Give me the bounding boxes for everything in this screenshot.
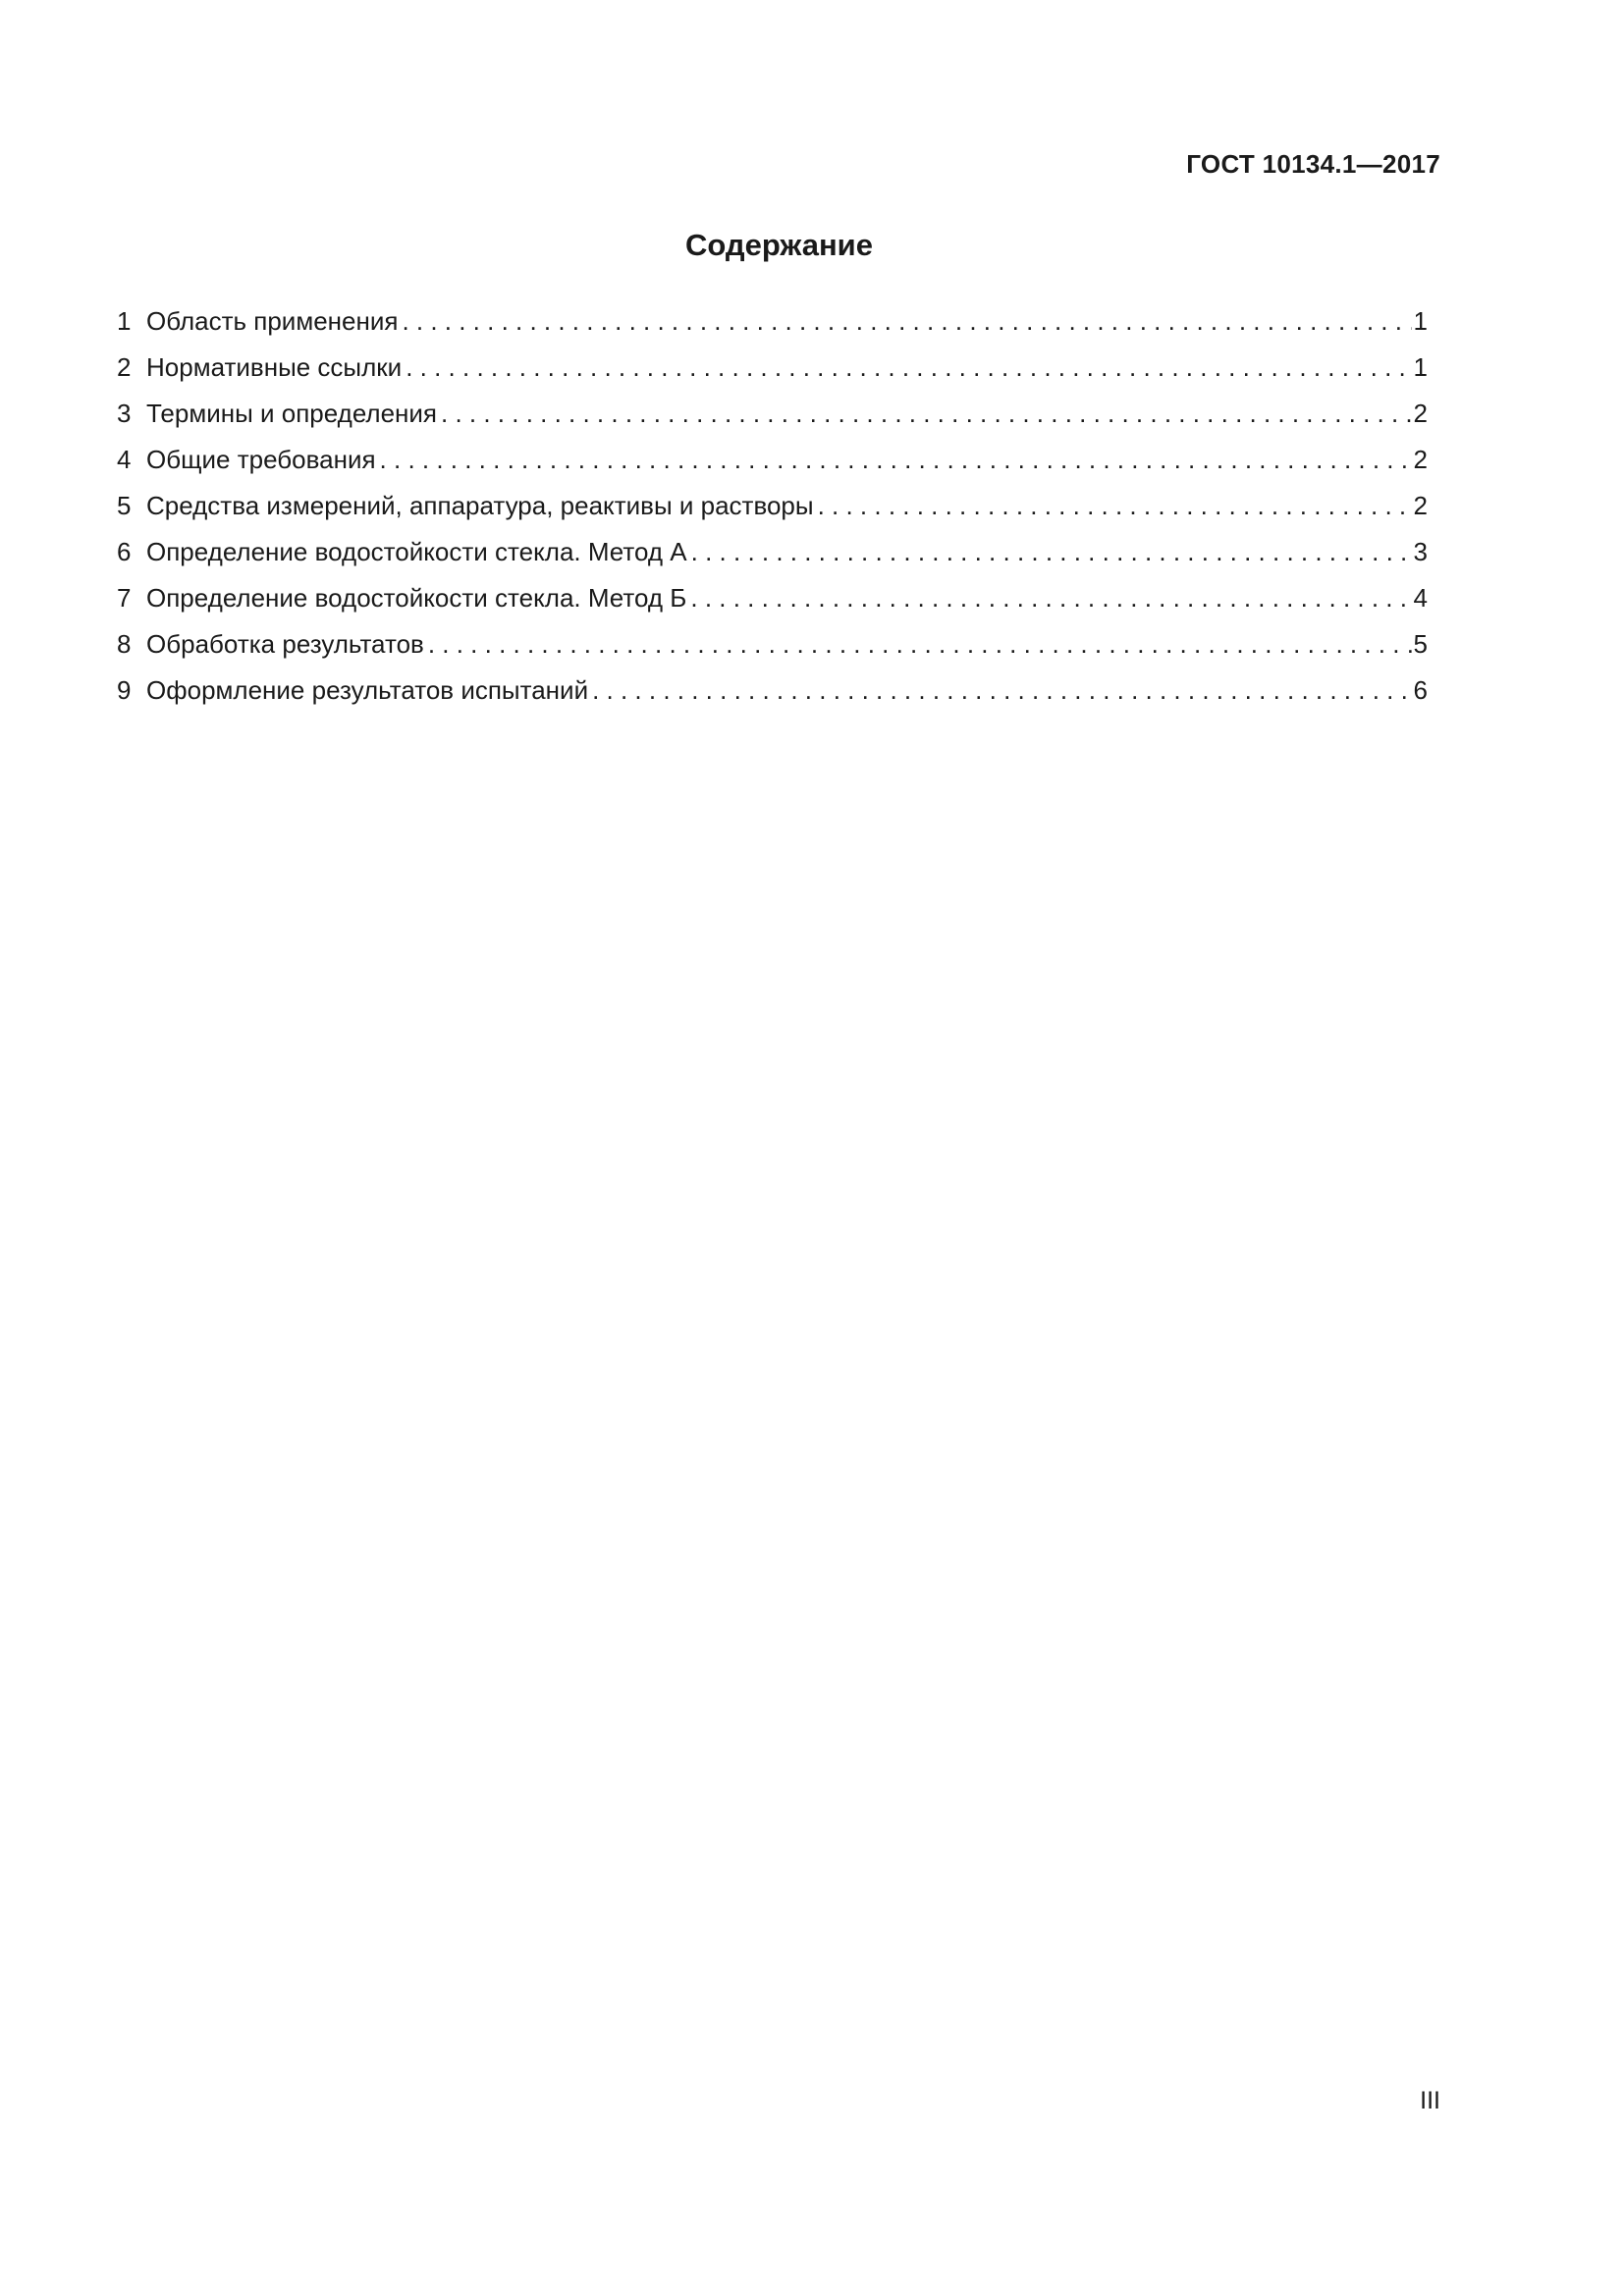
- toc-item[interactable]: [117, 672, 1428, 719]
- toc-item-title: Определение водостойкости стекла. Метод Б: [146, 583, 687, 613]
- toc-item-title: Нормативные ссылки: [146, 352, 403, 382]
- toc-item-number: 4: [117, 445, 132, 474]
- toc-item-number: 6: [117, 537, 132, 566]
- toc-dot-leader: [814, 488, 1412, 523]
- toc-item-title: Термины и определения: [146, 399, 438, 428]
- toc-item-title: Оформление результатов испытаний: [146, 675, 589, 705]
- toc-dot-leader: [686, 580, 1411, 615]
- toc-item[interactable]: [117, 349, 1428, 396]
- toc-item[interactable]: [117, 534, 1428, 580]
- toc-item[interactable]: [117, 442, 1428, 488]
- toc-item-title: Определение водостойкости стекла. Метод А: [146, 537, 687, 566]
- toc-item-page: 6: [1413, 675, 1428, 705]
- toc-dot-leader: [424, 626, 1412, 662]
- toc-item[interactable]: [117, 396, 1428, 442]
- toc-item-page: 5: [1413, 629, 1428, 659]
- toc-dot-leader: [402, 349, 1411, 385]
- toc-item-page: 1: [1413, 352, 1428, 382]
- toc-item-page: 1: [1413, 306, 1428, 336]
- toc-item-number: 8: [117, 629, 132, 659]
- toc-item-page: 2: [1413, 399, 1428, 428]
- toc-dot-leader: [588, 672, 1411, 708]
- toc-item-page: 3: [1413, 537, 1428, 566]
- toc-item-title: Обработка результатов: [146, 629, 424, 659]
- toc-dot-leader: [437, 396, 1412, 431]
- toc-item-number: 9: [117, 675, 132, 705]
- toc-item-number: 2: [117, 352, 132, 382]
- toc-dot-leader: [687, 534, 1412, 569]
- toc-item-page: 4: [1413, 583, 1428, 613]
- toc-item[interactable]: [117, 303, 1428, 349]
- toc-item-page: 2: [1413, 445, 1428, 474]
- toc-item[interactable]: [117, 626, 1428, 672]
- toc-dot-leader: [398, 303, 1411, 339]
- document-id: ГОСТ 10134.1—2017: [1186, 149, 1440, 179]
- toc-item-title: Средства измерений, аппаратура, реактивы и растворы: [146, 491, 814, 520]
- toc-title: Содержание: [685, 228, 873, 262]
- toc-item[interactable]: [117, 488, 1428, 534]
- toc-item-title: Область применения: [146, 306, 399, 336]
- toc-item-number: 3: [117, 399, 132, 428]
- toc-dot-leader: [376, 442, 1412, 477]
- toc-item[interactable]: [117, 580, 1428, 626]
- table-of-contents: [117, 303, 1428, 719]
- toc-item-page: 2: [1413, 491, 1428, 520]
- toc-item-number: 7: [117, 583, 132, 613]
- toc-item-title: Общие требования: [146, 445, 376, 474]
- toc-item-number: 1: [117, 306, 132, 336]
- page-number: III: [1420, 2087, 1440, 2114]
- toc-item-number: 5: [117, 491, 132, 520]
